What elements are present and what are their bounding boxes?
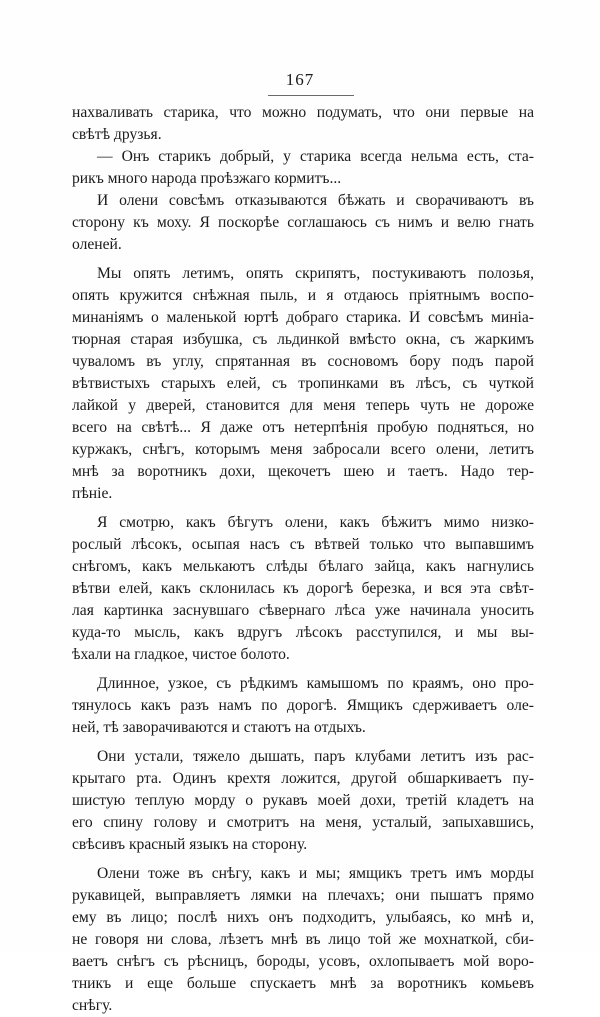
paragraph <box>72 190 534 256</box>
text-line: Они устали, тяжело дышать, паръ клубами летитъ изъ рас- <box>97 748 534 765</box>
text-line: тникъ и еще больше спускаетъ мнѣ за воротникъ комьевъ <box>72 975 534 992</box>
text-line: Длинное, узкое, съ рѣдкимъ камышомъ по краямъ, оно про- <box>97 675 534 692</box>
text-line: — Онъ старикъ добрый, у старика всегда нельма есть, ста- <box>97 148 534 165</box>
text-line: крытаго рта. Одинъ крехтя ложится, другой обшаркиваетъ пу- <box>72 770 534 787</box>
text-line: Мы опять летимъ, опять скрипятъ, постукиваютъ полозья, <box>97 265 534 282</box>
text-line: свѣтѣ друзья. <box>72 126 162 143</box>
text-line: куржакъ, снѣгъ, которымъ меня забросали всего олени, летитъ <box>72 441 534 458</box>
text-line: его спину голову и смотритъ на меня, усталый, запыхавшись, <box>72 814 534 831</box>
text-line: лайкой у дверей, становится для меня теперь чуть не дороже <box>72 397 534 414</box>
text-line: Я смотрю, какъ бѣгутъ олени, какъ бѣжитъ мимо низко- <box>97 514 534 531</box>
text-line: куда-то мысль, какъ вдругъ лѣсокъ расступился, и мы вы- <box>72 624 534 641</box>
paragraph <box>72 263 534 505</box>
text-line: вѣтви елей, какъ склонилась къ дорогѣ березка, и вся эта свѣт- <box>72 580 534 597</box>
text-line: снѣгу. <box>72 997 113 1014</box>
page-number-rule <box>268 95 354 96</box>
text-line: снѣгомъ, какъ мелькаютъ слѣды бѣлаго зайца, какъ нагнулись <box>72 558 534 575</box>
page-number: 167 <box>285 70 315 89</box>
text-line: ѣхали на гладкое, чистое болото. <box>72 646 290 663</box>
text-line: сторону къ моху. Я поскорѣе соглашаюсь съ нимъ и велю гнать <box>72 214 534 231</box>
text-line: пѣніе. <box>72 485 113 502</box>
page-body-text <box>72 102 534 1017</box>
text-line: опять кружится снѣжная пыль, и я отдаюсь пріятнымъ воспо- <box>72 287 534 304</box>
text-line: шистую теплую морду о рукавъ моей дохи, третій кладетъ на <box>72 792 534 809</box>
text-line: всего на свѣтѣ... Я даже отъ нетерпѣнія пробую подняться, но <box>72 419 534 436</box>
text-line: тянулось какъ разъ намъ по дорогѣ. Ямщикъ сдерживаетъ оле- <box>72 697 534 714</box>
paragraph <box>72 863 534 1017</box>
text-line: ваетъ снѣгъ съ рѣсницъ, бороды, усовъ, охлопываетъ мой воро- <box>72 953 534 970</box>
text-line: минаніямъ о маленькой юртѣ добраго старика. И совсѣмъ миніа- <box>72 309 534 326</box>
text-line: рикъ много народа проѣзжаго кормитъ... <box>72 170 342 187</box>
text-line: рослый лѣсокъ, осыпая насъ съ вѣтвей только что выпавшимъ <box>72 536 534 553</box>
paragraph <box>72 673 534 739</box>
paragraph <box>72 512 534 666</box>
text-line: свѣсивъ красный языкъ на сторону. <box>72 836 308 853</box>
paragraph <box>72 102 534 146</box>
text-line: оленей. <box>72 236 122 253</box>
text-line: лая картинка заснувшаго сѣвернаго лѣса уже начинала уносить <box>72 602 534 619</box>
text-line: вѣтвистыхъ старыхъ елей, съ тропинками въ лѣсъ, съ чуткой <box>72 375 534 392</box>
paragraph <box>72 146 534 190</box>
text-line: рукавицей, выправляетъ лямки на плечахъ; они пышатъ прямо <box>72 887 534 904</box>
text-line: ней, тѣ заворачиваются и стаютъ на отдыхъ. <box>72 719 366 736</box>
text-line: нахваливать старика, что можно подумать, что они первые на <box>72 104 534 121</box>
text-line: мнѣ за воротникъ дохи, щекочетъ шею и таетъ. Надо тер- <box>72 463 534 480</box>
text-line: Олени тоже въ снѣгу, какъ и мы; ямщикъ третъ имъ морды <box>97 865 534 882</box>
text-line: чуваломъ въ углу, спрятанная въ сосновомъ бору подъ парой <box>72 353 534 370</box>
text-line: И олени совсѣмъ отказываются бѣжать и сворачиваютъ въ <box>97 192 534 209</box>
text-line: ему въ лицо; послѣ нихъ онъ подходитъ, улыбаясь, ко мнѣ и, <box>72 909 534 926</box>
paragraph <box>72 746 534 856</box>
text-line: тюрная старая избушка, съ льдинкой вмѣсто окна, съ жаркимъ <box>72 331 534 348</box>
text-line: не говоря ни слова, лѣзетъ мнѣ въ лицо той же мохнаткой, сби- <box>72 931 534 948</box>
